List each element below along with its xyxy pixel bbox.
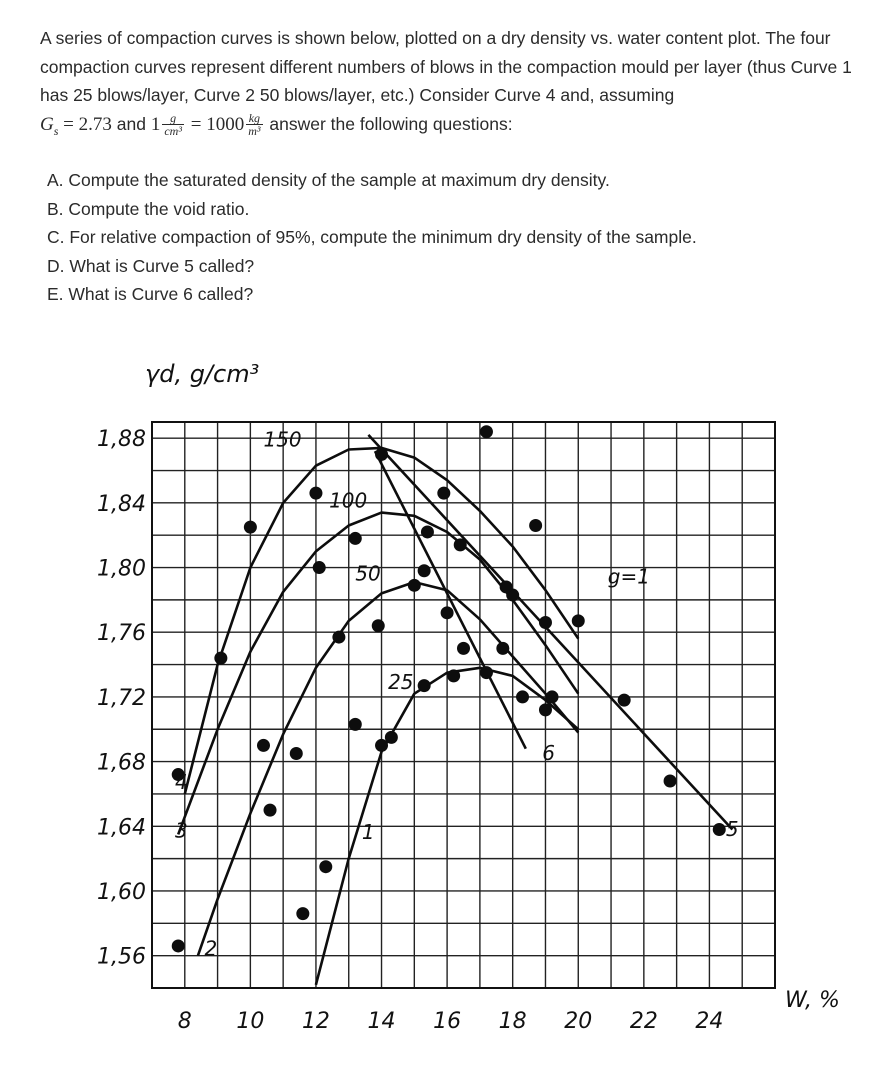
- fraction-kg-per-m3: $\frac{kg}{\text{m³}}$: [248, 111, 261, 139]
- curve-5-point: [713, 823, 726, 836]
- x-tick-label: 14: [367, 1009, 396, 1034]
- curve-2-point: [172, 939, 185, 952]
- curve-2-point: [264, 804, 277, 817]
- curve-3-point: [421, 525, 434, 538]
- curve-2-point: [372, 619, 385, 632]
- question-a: A. Compute the saturated density of the sample at maximum dry density.: [47, 170, 610, 190]
- curve-1-point: [480, 666, 493, 679]
- curve-label: 1: [361, 820, 375, 845]
- x-tick-label: 24: [695, 1009, 724, 1034]
- curve-4-point: [244, 521, 257, 534]
- compaction-chart: [0, 340, 876, 1078]
- curve-4-point: [437, 487, 450, 500]
- curve-5-point: [572, 614, 585, 627]
- y-axis-label: γd, g/cm³: [145, 360, 260, 388]
- y-tick-label: 1,60: [97, 879, 146, 905]
- curve-3-point: [454, 538, 467, 551]
- curve-4-point: [500, 580, 513, 593]
- x-axis-label: W, %: [785, 988, 840, 1013]
- curve-2-point: [546, 690, 559, 703]
- curve-label: 4: [174, 770, 188, 795]
- curve-label: 100: [329, 488, 368, 513]
- curve-1-point: [418, 679, 431, 692]
- curve-4-point: [214, 652, 227, 665]
- curve-label: 5: [725, 816, 739, 841]
- y-tick-label: 1,64: [97, 815, 146, 841]
- curve-6-point: [457, 642, 470, 655]
- curve-label: 2: [204, 936, 218, 961]
- curve-3-point: [257, 739, 270, 752]
- x-tick-label: 22: [629, 1009, 658, 1034]
- one-value: 1: [150, 113, 161, 135]
- curve-4-point: [309, 487, 322, 500]
- x-tick-label: 16: [433, 1009, 462, 1034]
- x-tick-label: 20: [564, 1009, 593, 1034]
- curve-5-point: [529, 519, 542, 532]
- curve-5-point: [664, 775, 677, 788]
- curve-1-point: [539, 703, 552, 716]
- curve-2-point: [441, 606, 454, 619]
- curve-3-point: [313, 561, 326, 574]
- curve-2-point: [332, 631, 345, 644]
- problem-intro: [40, 24, 870, 145]
- curve-4-point: [375, 448, 388, 461]
- curve-2-point: [290, 747, 303, 760]
- x-tick-label: 10: [236, 1009, 265, 1034]
- curve-label: 50: [355, 561, 381, 586]
- question-list: [47, 166, 697, 309]
- curve-1-point: [385, 731, 398, 744]
- question-d: D. What is Curve 5 called?: [47, 255, 255, 276]
- y-tick-label: 1,80: [97, 556, 146, 582]
- curve-label: g=1: [607, 564, 650, 589]
- curve-2-point: [496, 642, 509, 655]
- and-word: and: [116, 113, 146, 134]
- curve-label: 3: [174, 818, 188, 843]
- curve-4-point: [539, 616, 552, 629]
- curve-1-point: [349, 718, 362, 731]
- y-tick-label: 1,88: [97, 427, 146, 453]
- curve-label: 6: [542, 740, 555, 765]
- x-tick-label: 18: [498, 1009, 527, 1034]
- curve-1-point: [447, 669, 460, 682]
- x-tick-label: 8: [177, 1009, 192, 1034]
- question-e: E. What is Curve 6 called?: [47, 284, 254, 304]
- curve-5-point: [480, 425, 493, 438]
- y-tick-label: 1,84: [97, 491, 146, 517]
- question-c: C. For relative compaction of 95%, compute the minimum dry density of the sample.: [47, 227, 697, 247]
- equals-1000: = 1000: [190, 113, 245, 135]
- fraction-g-per-cm3: $\frac{g}{\text{cm³}}$: [164, 111, 182, 139]
- curve-3-point: [349, 532, 362, 545]
- curve-label: 150: [263, 427, 302, 452]
- curve-5-point: [618, 694, 631, 707]
- curve-1-point: [296, 907, 309, 920]
- y-tick-label: 1,56: [97, 944, 146, 970]
- y-tick-label: 1,72: [97, 685, 146, 711]
- curve-1-point: [516, 690, 529, 703]
- intro-text: A series of compaction curves is shown below, plotted on a dry density vs. water content plot. The four compaction curves represent different numbers of blows in the compaction mould per layer (thus Curve 1 has 25 blows/layer, Curve 2 50 blows/layer, etc.) Consider Curve 4 and, assuming: [40, 28, 852, 105]
- curve-label: 25: [388, 669, 414, 694]
- curve-1-point: [319, 860, 332, 873]
- y-tick-label: 1,76: [97, 621, 146, 647]
- x-tick-label: 12: [301, 1009, 330, 1034]
- gs-expression: $G_s = 2.73$: [40, 113, 112, 138]
- intro-tail: answer the following questions:: [269, 113, 513, 134]
- curve-6-point: [418, 564, 431, 577]
- y-tick-label: 1,68: [97, 750, 146, 776]
- curve-2-point: [408, 579, 421, 592]
- question-b: B. Compute the void ratio.: [47, 198, 250, 219]
